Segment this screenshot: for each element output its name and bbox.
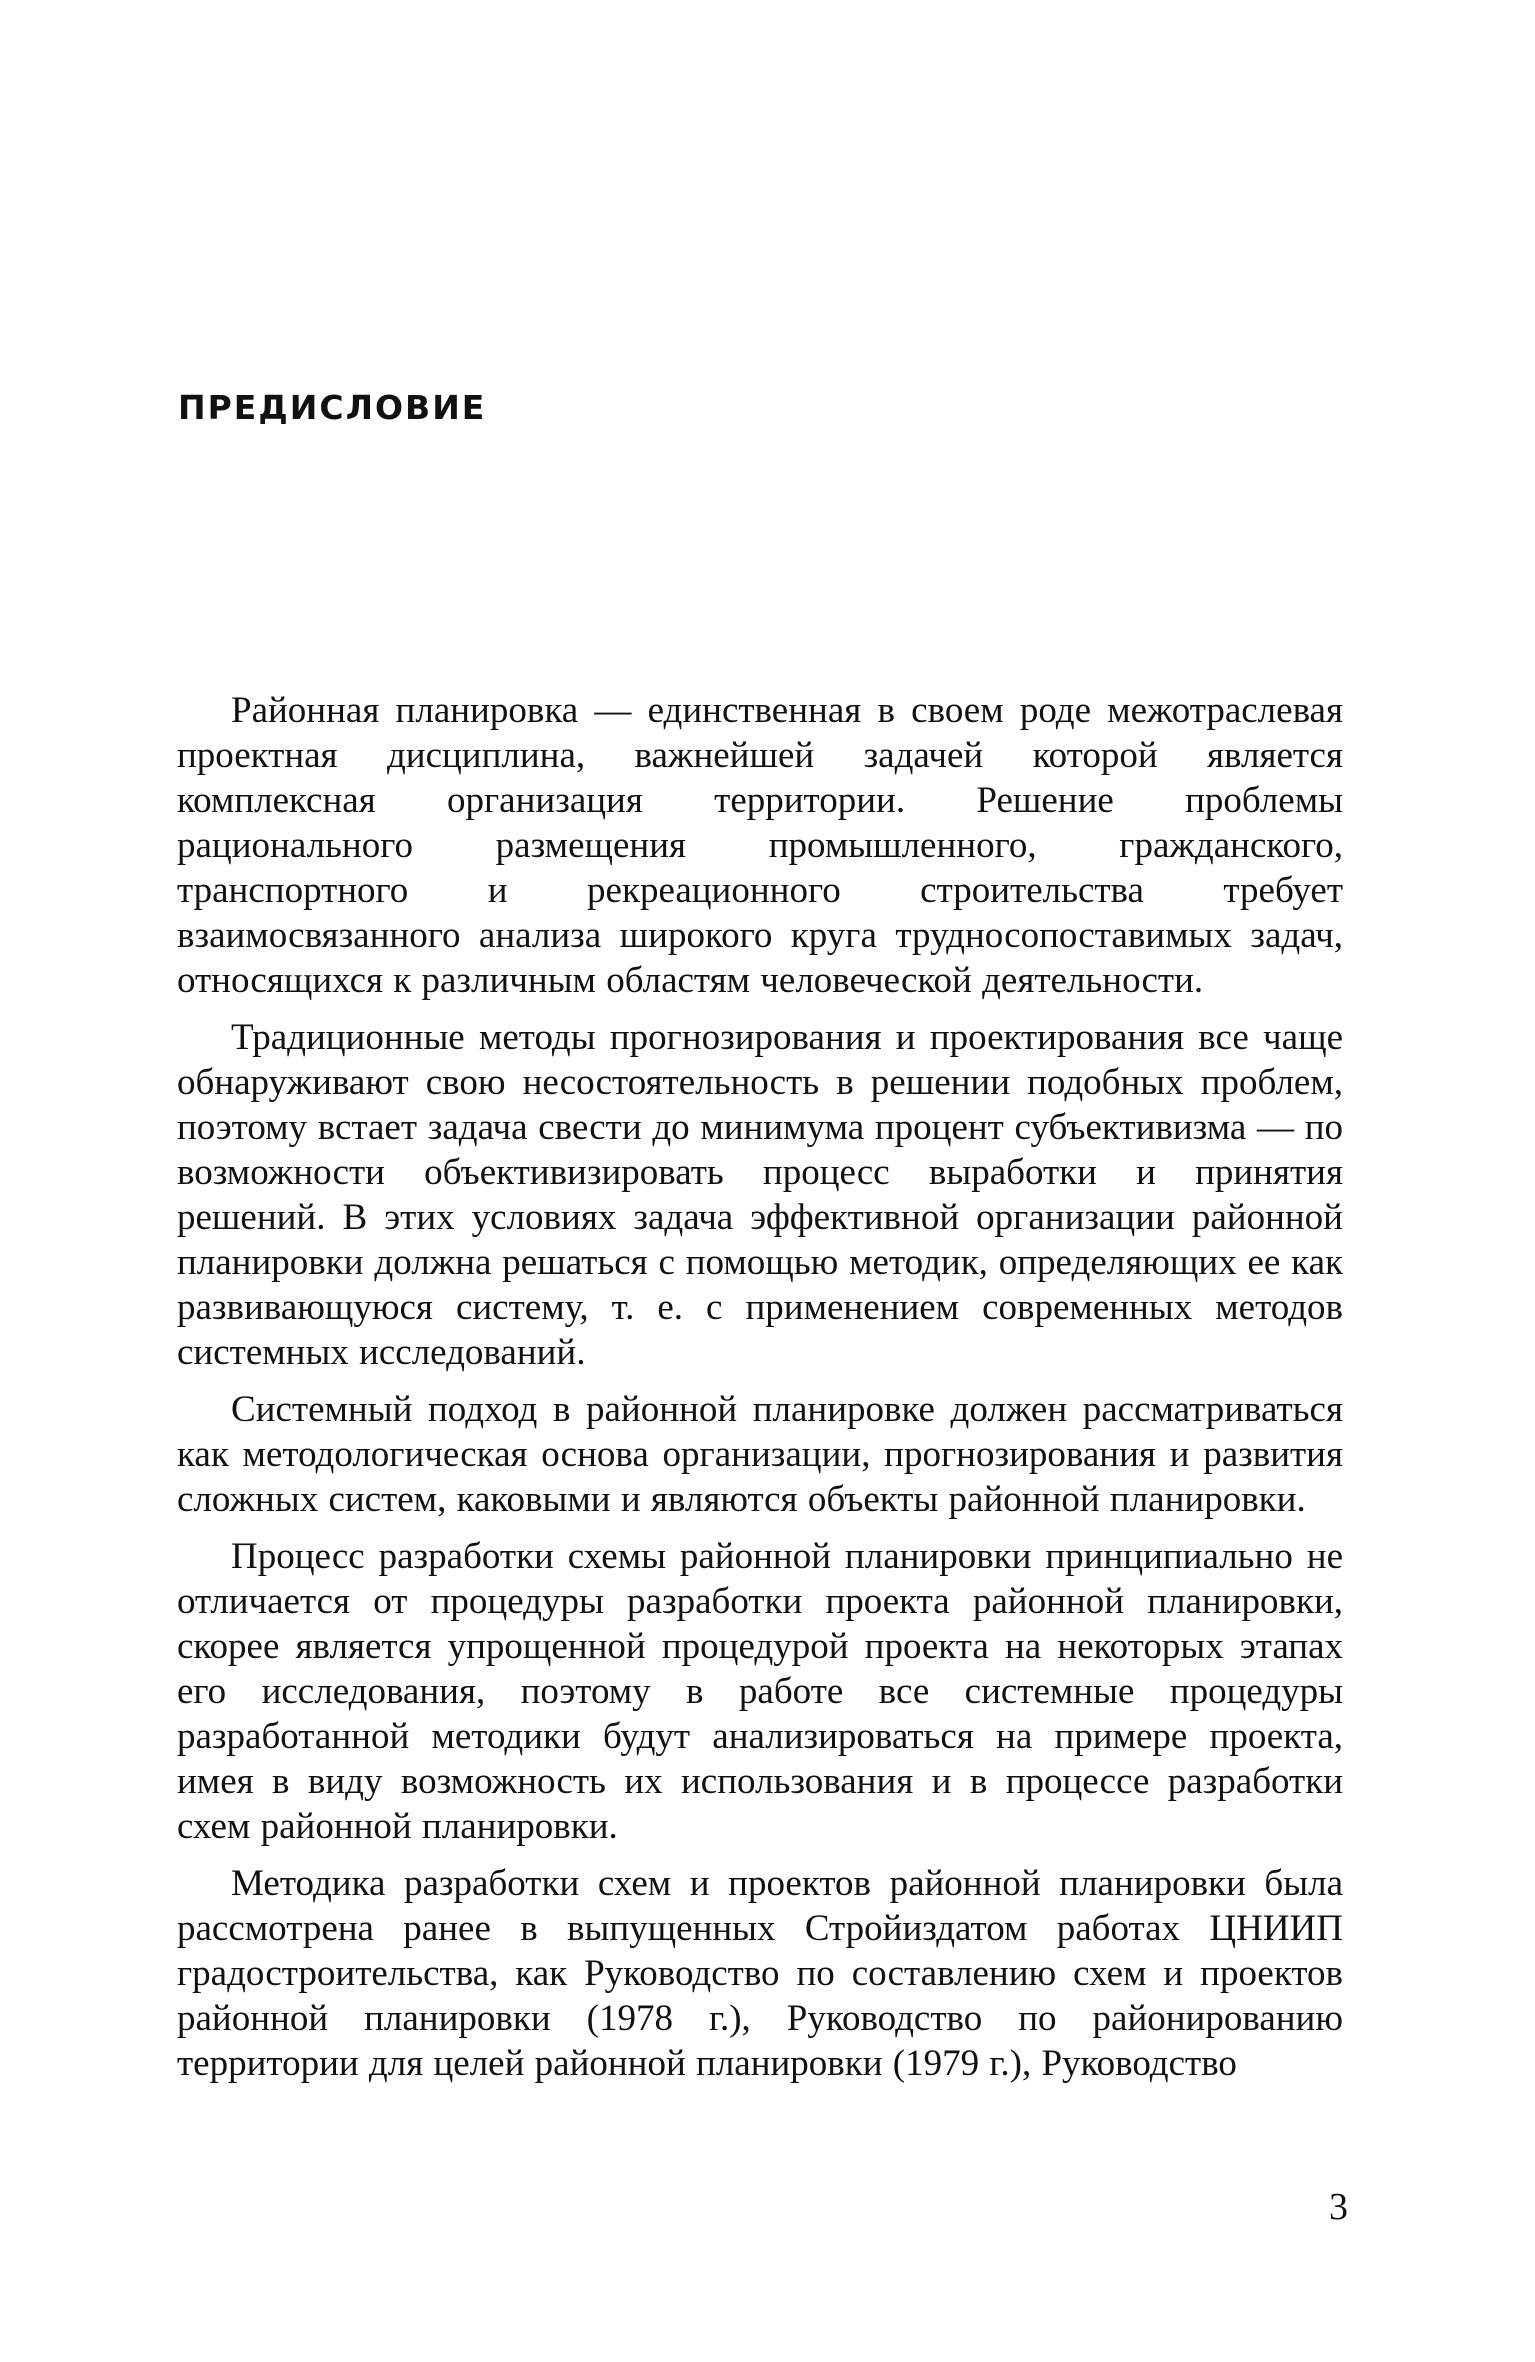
page-number: 3: [1329, 2186, 1348, 2228]
paragraph-4: Процесс разработки схемы районной планировки принципиально не отличается от процедуры разработки проекта районной планировки, скорее является упрощенной процедурой проекта на некоторых этапах его исследования, поэтому в работе все системные процедуры разработанной методики будут анализироваться на примере проекта, имея в виду возможность их использования и в процессе разработки схем районной планировки.: [177, 1536, 1343, 1847]
paragraph-2: Традиционные методы прогнозирования и проектирования все чаще обнаруживают свою несостоятельность в решении подобных проблем, поэтому встает задача свести до минимума процент субъективизма — по возможности объективизировать процесс выработки и принятия решений. В этих условиях задача эффективной организации районной планировки должна решаться с помощью методик, определяющих ее как развивающуюся систему, т. е. с применением современных методов системных исследований.: [177, 1017, 1343, 1373]
page-title: ПРЕДИСЛОВИЕ: [178, 388, 487, 427]
body-text: [177, 688, 1343, 2098]
paragraph-3: Системный подход в районной планировке должен рассматриваться как методологическая основа организации, прогнозирования и развития сложных систем, каковыми и являются объекты районной планировки.: [177, 1389, 1343, 1520]
paragraph-5: Методика разработки схем и проектов районной планировки была рассмотрена ранее в выпущенных Стройиздатом работах ЦНИИП градостроительства, как Руководство по составлению схем и проектов районной планировки (1978 г.), Руководство по районированию территории для целей районной планировки (1979 г.), Руководство: [177, 1863, 1343, 2084]
paragraph-1: Районная планировка — единственная в своем роде межотраслевая проектная дисциплина, важнейшей задачей которой является комплексная организация территории. Решение проблемы рационального размещения промышленного, гражданского, транспортного и рекреационного строительства требует взаимосвязанного анализа широкого круга трудносопоставимых задач, относящихся к различным областям человеческой деятельности.: [177, 690, 1343, 1001]
